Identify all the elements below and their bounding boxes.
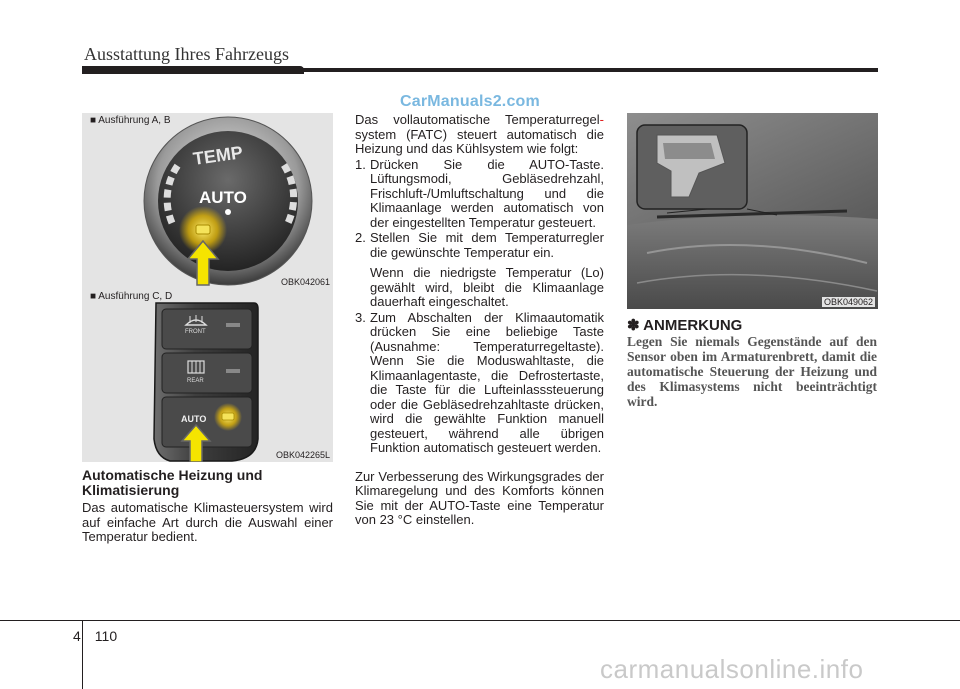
step-item <box>355 231 604 310</box>
note-title: ✽ ANMERKUNG <box>627 317 743 334</box>
middle-column <box>355 113 604 528</box>
section-heading: Automatische Heizung und Klimatisierung <box>82 467 263 498</box>
step-text: Zum Abschalten der Klimaautomatik drücken Sie eine beliebige Taste (Ausnahme: Temperaturregeltaste). Wenn Sie die Moduswahltaste, die Klimaanlagentaste, die Defrostertaste, die Taste für die Lufteinlasssteuerung oder die Gebläsedrehzahltaste drücken, wird die gewählte Funktion manuell gesteuert, während alle übrigen Funktion automatisch gesteuert werden. <box>370 309 604 455</box>
lead-part2: system (FATC) steuert automatisch die Heizung und das Kühlsystem wie folgt: <box>355 126 604 156</box>
figure-variant-tag: ■ Ausführung A, B <box>90 115 171 126</box>
sensor-photo-illustration <box>627 113 878 309</box>
lead-hyphen: - <box>599 112 604 127</box>
knob-temp-label: TEMP <box>191 142 245 169</box>
rear-button-label: REAR <box>187 378 204 384</box>
front-button-label: FRONT <box>185 329 206 335</box>
closing-paragraph: Zur Verbesserung des Wirkungsgrades der Klimaregelung und des Komforts können Sie mit der AUTO-Taste eine Temperatur von 23 °C einstellen. <box>355 468 604 527</box>
knob-auto-label: AUTO <box>199 188 247 207</box>
page-number <box>73 628 117 644</box>
header-rule <box>82 68 878 72</box>
chapter-number: 4 <box>73 628 81 644</box>
figure-button-panel <box>82 289 333 462</box>
page-num: 110 <box>94 628 118 644</box>
watermark-bottom[interactable]: carmanualsonline.info <box>600 654 864 684</box>
step-number: 3. <box>355 309 366 325</box>
figure-code: OBK042061 <box>280 277 330 287</box>
step-item <box>355 158 604 231</box>
intro-paragraph: Das automatische Klimasteuersystem wird auf einfache Art durch die Auswahl einer Temperatur bedient. <box>82 500 333 544</box>
watermark-top[interactable]: CarManuals2.com <box>400 93 540 110</box>
step-text: Drücken Sie die AUTO-Taste. Lüftungsmodi, Gebläsedrehzahl, Frischluft-/Umluftschaltung und die Klimaanlage werden automatisch von der eingestellten Temperatur gesteuert. <box>370 156 604 230</box>
note-text: Legen Sie niemals Gegenstände auf den Sensor oben im Armaturenbrett, damit die automatische Steuerung der Heizung und des Klimasystems nicht beeinträchtigt wird. <box>627 334 877 409</box>
figure-code: OBK049062 <box>823 297 873 307</box>
auto-button-label: AUTO <box>181 414 207 424</box>
button-panel-illustration <box>82 289 333 462</box>
page-header-title: Ausstattung Ihres Fahrzeugs <box>84 44 289 64</box>
footer-rule <box>0 620 960 621</box>
figure-variant-tag: ■ Ausführung C, D <box>90 291 173 302</box>
figure-sensor-photo <box>627 113 878 309</box>
step-text: Stellen Sie mit dem Temperaturregler die gewünschte Temperatur ein. <box>370 230 604 260</box>
lead-paragraph <box>355 113 604 157</box>
section-intro <box>82 501 333 545</box>
step-item <box>355 311 604 456</box>
step-extra: Wenn die niedrigste Temperatur (Lo) gewählt wird, bleibt die Klimaanlage dauerhaft eingeschaltet. <box>370 265 604 309</box>
knob-illustration <box>82 113 333 289</box>
step-number: 1. <box>355 156 366 172</box>
lead-part1: Das vollautomatische Temperaturregel <box>355 112 600 127</box>
figure-code: OBK042265L <box>275 450 330 460</box>
step-number: 2. <box>355 230 366 245</box>
figure-auto-knob <box>82 113 333 289</box>
